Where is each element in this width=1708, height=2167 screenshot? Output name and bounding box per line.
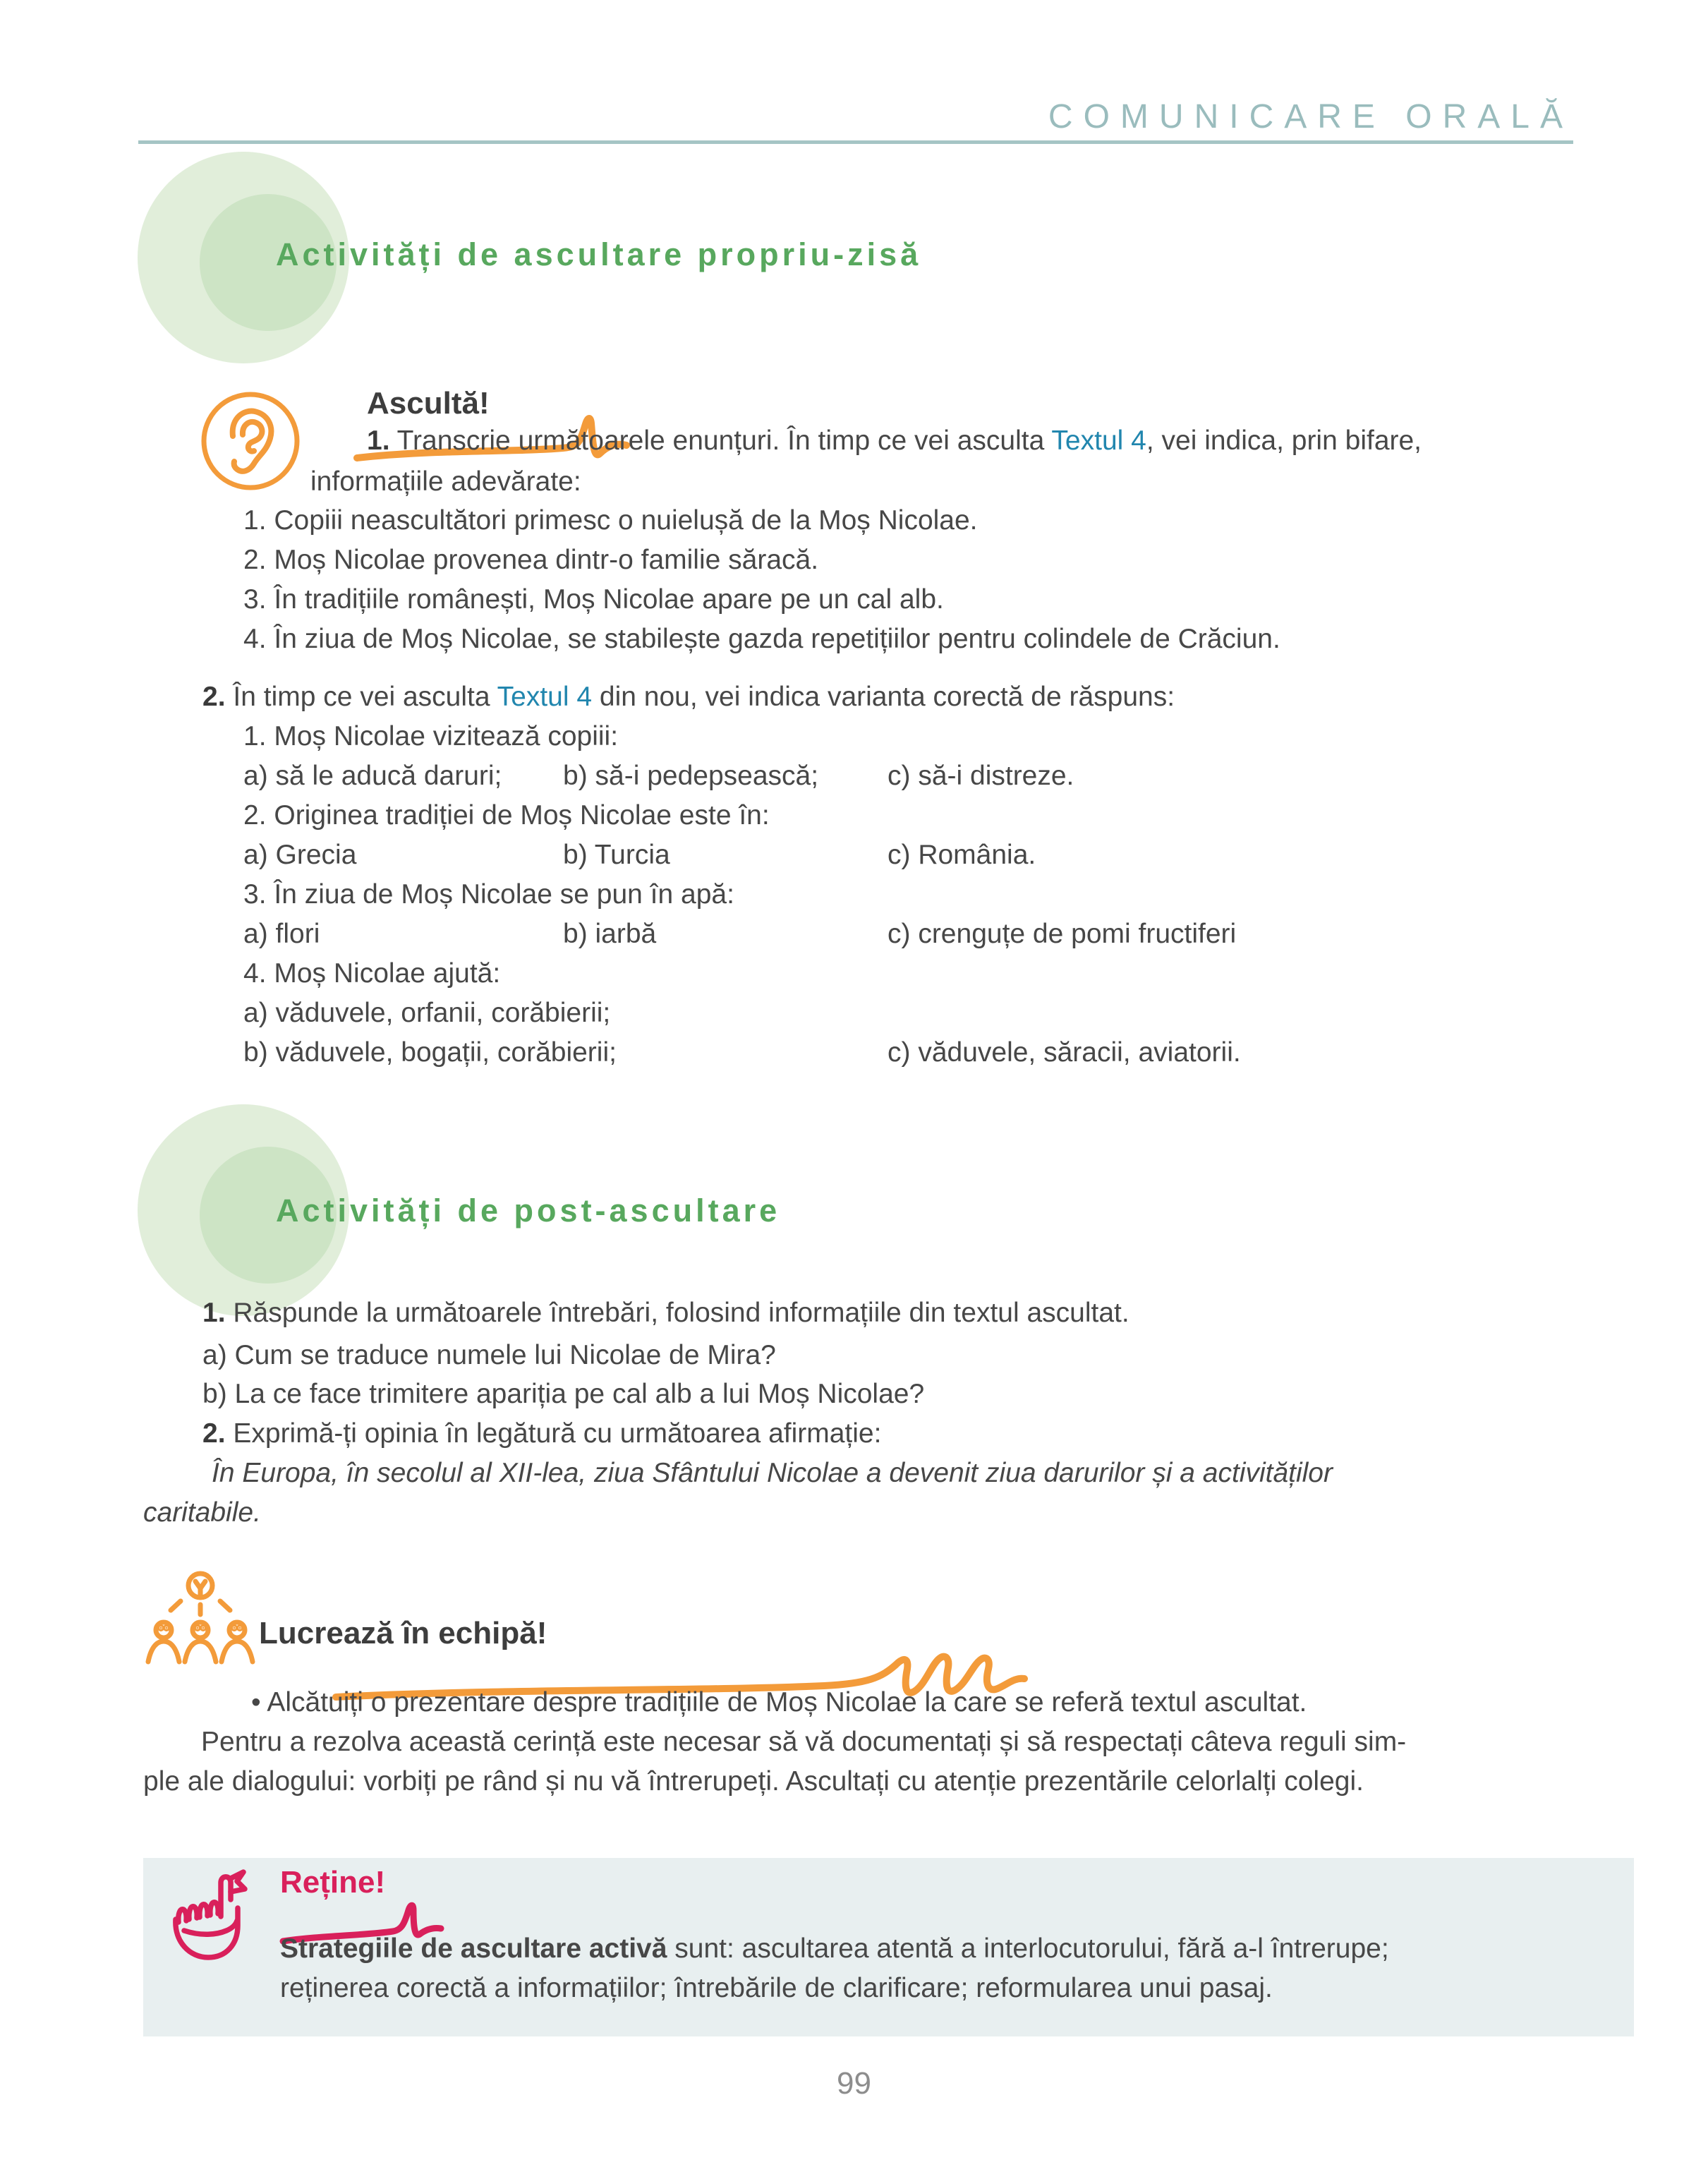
exercise1-intro-line1 bbox=[367, 425, 1422, 458]
question-1: 1. Moș Nicolae vizitează copiii: bbox=[243, 721, 619, 751]
textul-4-link-2[interactable]: Textul 4 bbox=[497, 682, 593, 712]
question-2-options bbox=[243, 839, 1036, 872]
post-exercise1-text: Răspunde la următoarele întrebări, folosind informațiile din textul ascultat. bbox=[225, 1298, 1129, 1328]
option-c: c) văduvele, săracii, aviatorii. bbox=[888, 1037, 1241, 1068]
section1-heading: Activități de ascultare propriu-zisă bbox=[276, 236, 922, 272]
option-a: a) Grecia bbox=[243, 840, 357, 870]
exercise2-text-before: În timp ce vei asculta bbox=[225, 682, 497, 712]
statement-2: 2. Moș Nicolae provenea dintr-o familie săracă. bbox=[243, 545, 819, 575]
question-2: 2. Originea tradiției de Moș Nicolae este în: bbox=[243, 800, 770, 831]
option-c: c) România. bbox=[888, 840, 1036, 870]
post-exercise2-text: Exprimă-ți opinia în legătură cu următoarea afirmație: bbox=[225, 1418, 882, 1449]
question-4-options-bc bbox=[243, 1037, 1241, 1070]
remember-bold-text: Strategiile de ascultare activă bbox=[280, 1933, 667, 1964]
question-4-option-a: a) văduvele, orfanii, corăbierii; bbox=[243, 998, 611, 1028]
quote-line2: caritabile. bbox=[143, 1497, 261, 1528]
statement-3: 3. În tradițiile românești, Moș Nicolae apare pe un cal alb. bbox=[243, 584, 944, 615]
remember-line1 bbox=[280, 1933, 1389, 1964]
option-c: c) să-i distreze. bbox=[888, 761, 1074, 791]
question-3: 3. În ziua de Moș Nicolae se pun în apă: bbox=[243, 879, 734, 910]
page-number: 99 bbox=[837, 2066, 871, 2101]
option-c: c) crenguțe de pomi fructiferi bbox=[888, 919, 1237, 949]
option-b: b) iarbă bbox=[563, 919, 657, 949]
teamwork-line1: Pentru a rezolva această cerință este necesar să vă documentați și să respectați câteva reguli sim- bbox=[201, 1727, 1407, 1757]
chapter-title: COMUNICARE ORALĂ bbox=[1048, 98, 1573, 135]
option-a: a) să le aducă daruri; bbox=[243, 761, 502, 791]
post-exercise2 bbox=[202, 1418, 881, 1451]
post-exercise1-number: 1. bbox=[202, 1298, 226, 1328]
statement-1: 1. Copiii neascultători primesc o nuielușă de la Moș Nicolae. bbox=[243, 505, 978, 536]
question-4: 4. Moș Nicolae ajută: bbox=[243, 958, 501, 989]
exercise2-intro bbox=[202, 681, 1175, 714]
listen-label: Ascultă! bbox=[367, 386, 490, 421]
teamwork-bullet: • Alcătuiți o prezentare despre tradițiile de Moș Nicolae la care se referă textul ascultat. bbox=[251, 1687, 1307, 1718]
post-exercise1 bbox=[202, 1297, 1129, 1330]
option-b: b) să-i pedepsească; bbox=[563, 761, 819, 791]
exercise1-text-after: , vei indica, prin bifare, bbox=[1146, 425, 1422, 456]
remember-label: Reține! bbox=[280, 1865, 386, 1900]
teamwork-icon bbox=[143, 1567, 258, 1667]
remember-hand-icon bbox=[164, 1864, 248, 1967]
textul-4-link[interactable]: Textul 4 bbox=[1051, 425, 1146, 456]
exercise2-number: 2. bbox=[202, 682, 226, 712]
question-1-options bbox=[243, 760, 1074, 793]
quote-line1: În Europa, în secolul al XII-lea, ziua Sfântului Nicolae a devenit ziua darurilor și a activităților bbox=[212, 1458, 1333, 1488]
header-rule bbox=[138, 140, 1573, 144]
exercise1-intro-line2: informațiile adevărate: bbox=[310, 466, 581, 497]
post-exercise1-b: b) La ce face trimitere apariția pe cal alb a lui Moș Nicolae? bbox=[202, 1379, 925, 1409]
post-exercise1-a: a) Cum se traduce numele lui Nicolae de Mira? bbox=[202, 1340, 776, 1370]
teamwork-label: Lucrează în echipă! bbox=[259, 1616, 547, 1650]
question-3-options bbox=[243, 918, 1236, 951]
exercise1-number: 1. bbox=[367, 425, 390, 456]
ear-icon bbox=[198, 388, 303, 494]
remember-line2: reținerea corectă a informațiilor; întrebările de clarificare; reformularea unui pasaj. bbox=[280, 1973, 1273, 2003]
exercise2-text-after: din nou, vei indica varianta corectă de răspuns: bbox=[592, 682, 1175, 712]
option-b: b) Turcia bbox=[563, 840, 670, 870]
remember-line1-rest: sunt: ascultarea atentă a interlocutorului, fără a-l întrerupe; bbox=[667, 1933, 1389, 1964]
post-exercise2-number: 2. bbox=[202, 1418, 226, 1449]
exercise1-text-before: Transcrie următoarele enunțuri. În timp ce vei asculta bbox=[389, 425, 1052, 456]
option-a: a) flori bbox=[243, 919, 320, 949]
teamwork-line2: ple ale dialogului: vorbiți pe rând și nu vă întrerupeți. Ascultați cu atenție prezentările celorlalți colegi. bbox=[143, 1766, 1364, 1797]
statement-4: 4. În ziua de Moș Nicolae, se stabilește gazda repetițiilor pentru colindele de Crăciun. bbox=[243, 624, 1280, 654]
section2-heading: Activități de post-ascultare bbox=[276, 1193, 781, 1229]
option-b: b) văduvele, bogații, corăbierii; bbox=[243, 1037, 617, 1068]
